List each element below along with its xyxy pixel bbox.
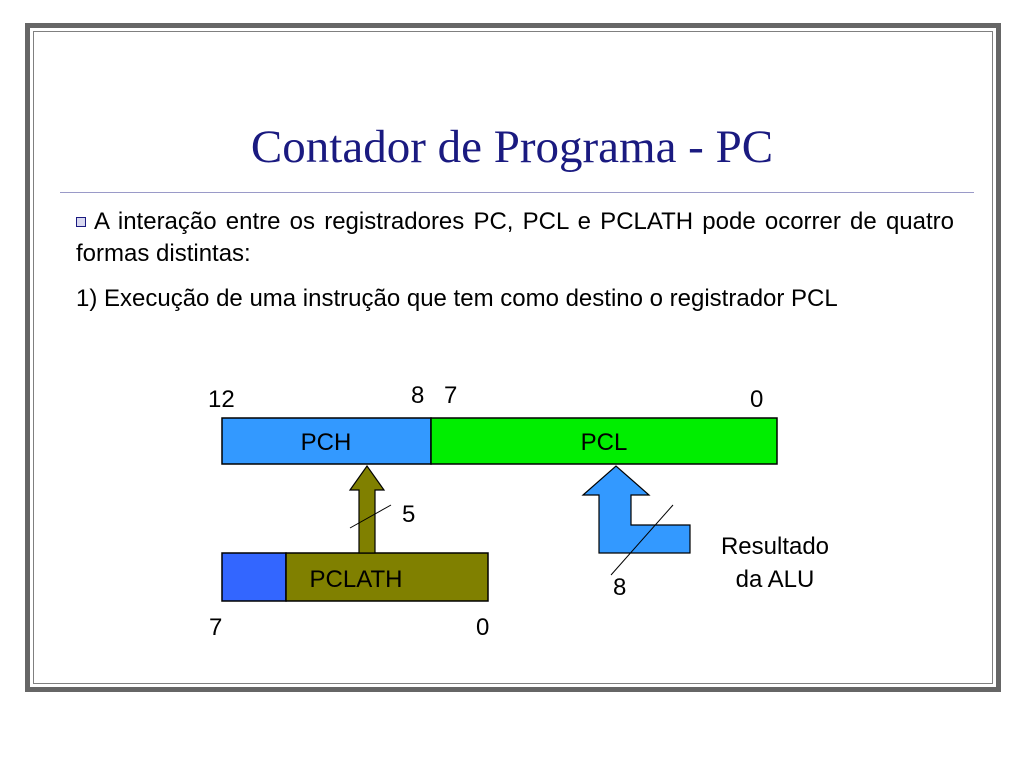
alu-arrow-width-label: 8: [613, 574, 627, 601]
pclath-bit-7: 7: [209, 614, 223, 641]
pcl-label: PCL: [580, 429, 628, 456]
alu-label-line1: Resultado: [720, 533, 830, 560]
item-paragraph: 1) Execução de uma instrução que tem como destino o registrador PCL: [76, 285, 838, 312]
pclath-bit-0: 0: [476, 614, 490, 641]
pclath-to-pch-arrow: [350, 466, 384, 553]
alu-to-pcl-arrow: [583, 466, 690, 553]
pclath-unused-bits: [222, 553, 286, 601]
alu-label-line2: da ALU: [735, 566, 815, 593]
slide-title: Contador de Programa - PC: [250, 121, 774, 173]
pc-bit-0: 0: [750, 386, 764, 413]
pcl-bit-7: 7: [444, 382, 458, 409]
pch-label: PCH: [300, 429, 352, 456]
pclath-arrow-width-label: 5: [402, 501, 416, 528]
bullet-text: A interação entre os registradores PC, PCL e PCLATH pode ocorrer de quatro formas distintas:: [76, 208, 954, 267]
pch-bit-8: 8: [411, 382, 425, 409]
pc-bit-12: 12: [208, 386, 235, 413]
pclath-label: PCLATH: [309, 566, 403, 593]
